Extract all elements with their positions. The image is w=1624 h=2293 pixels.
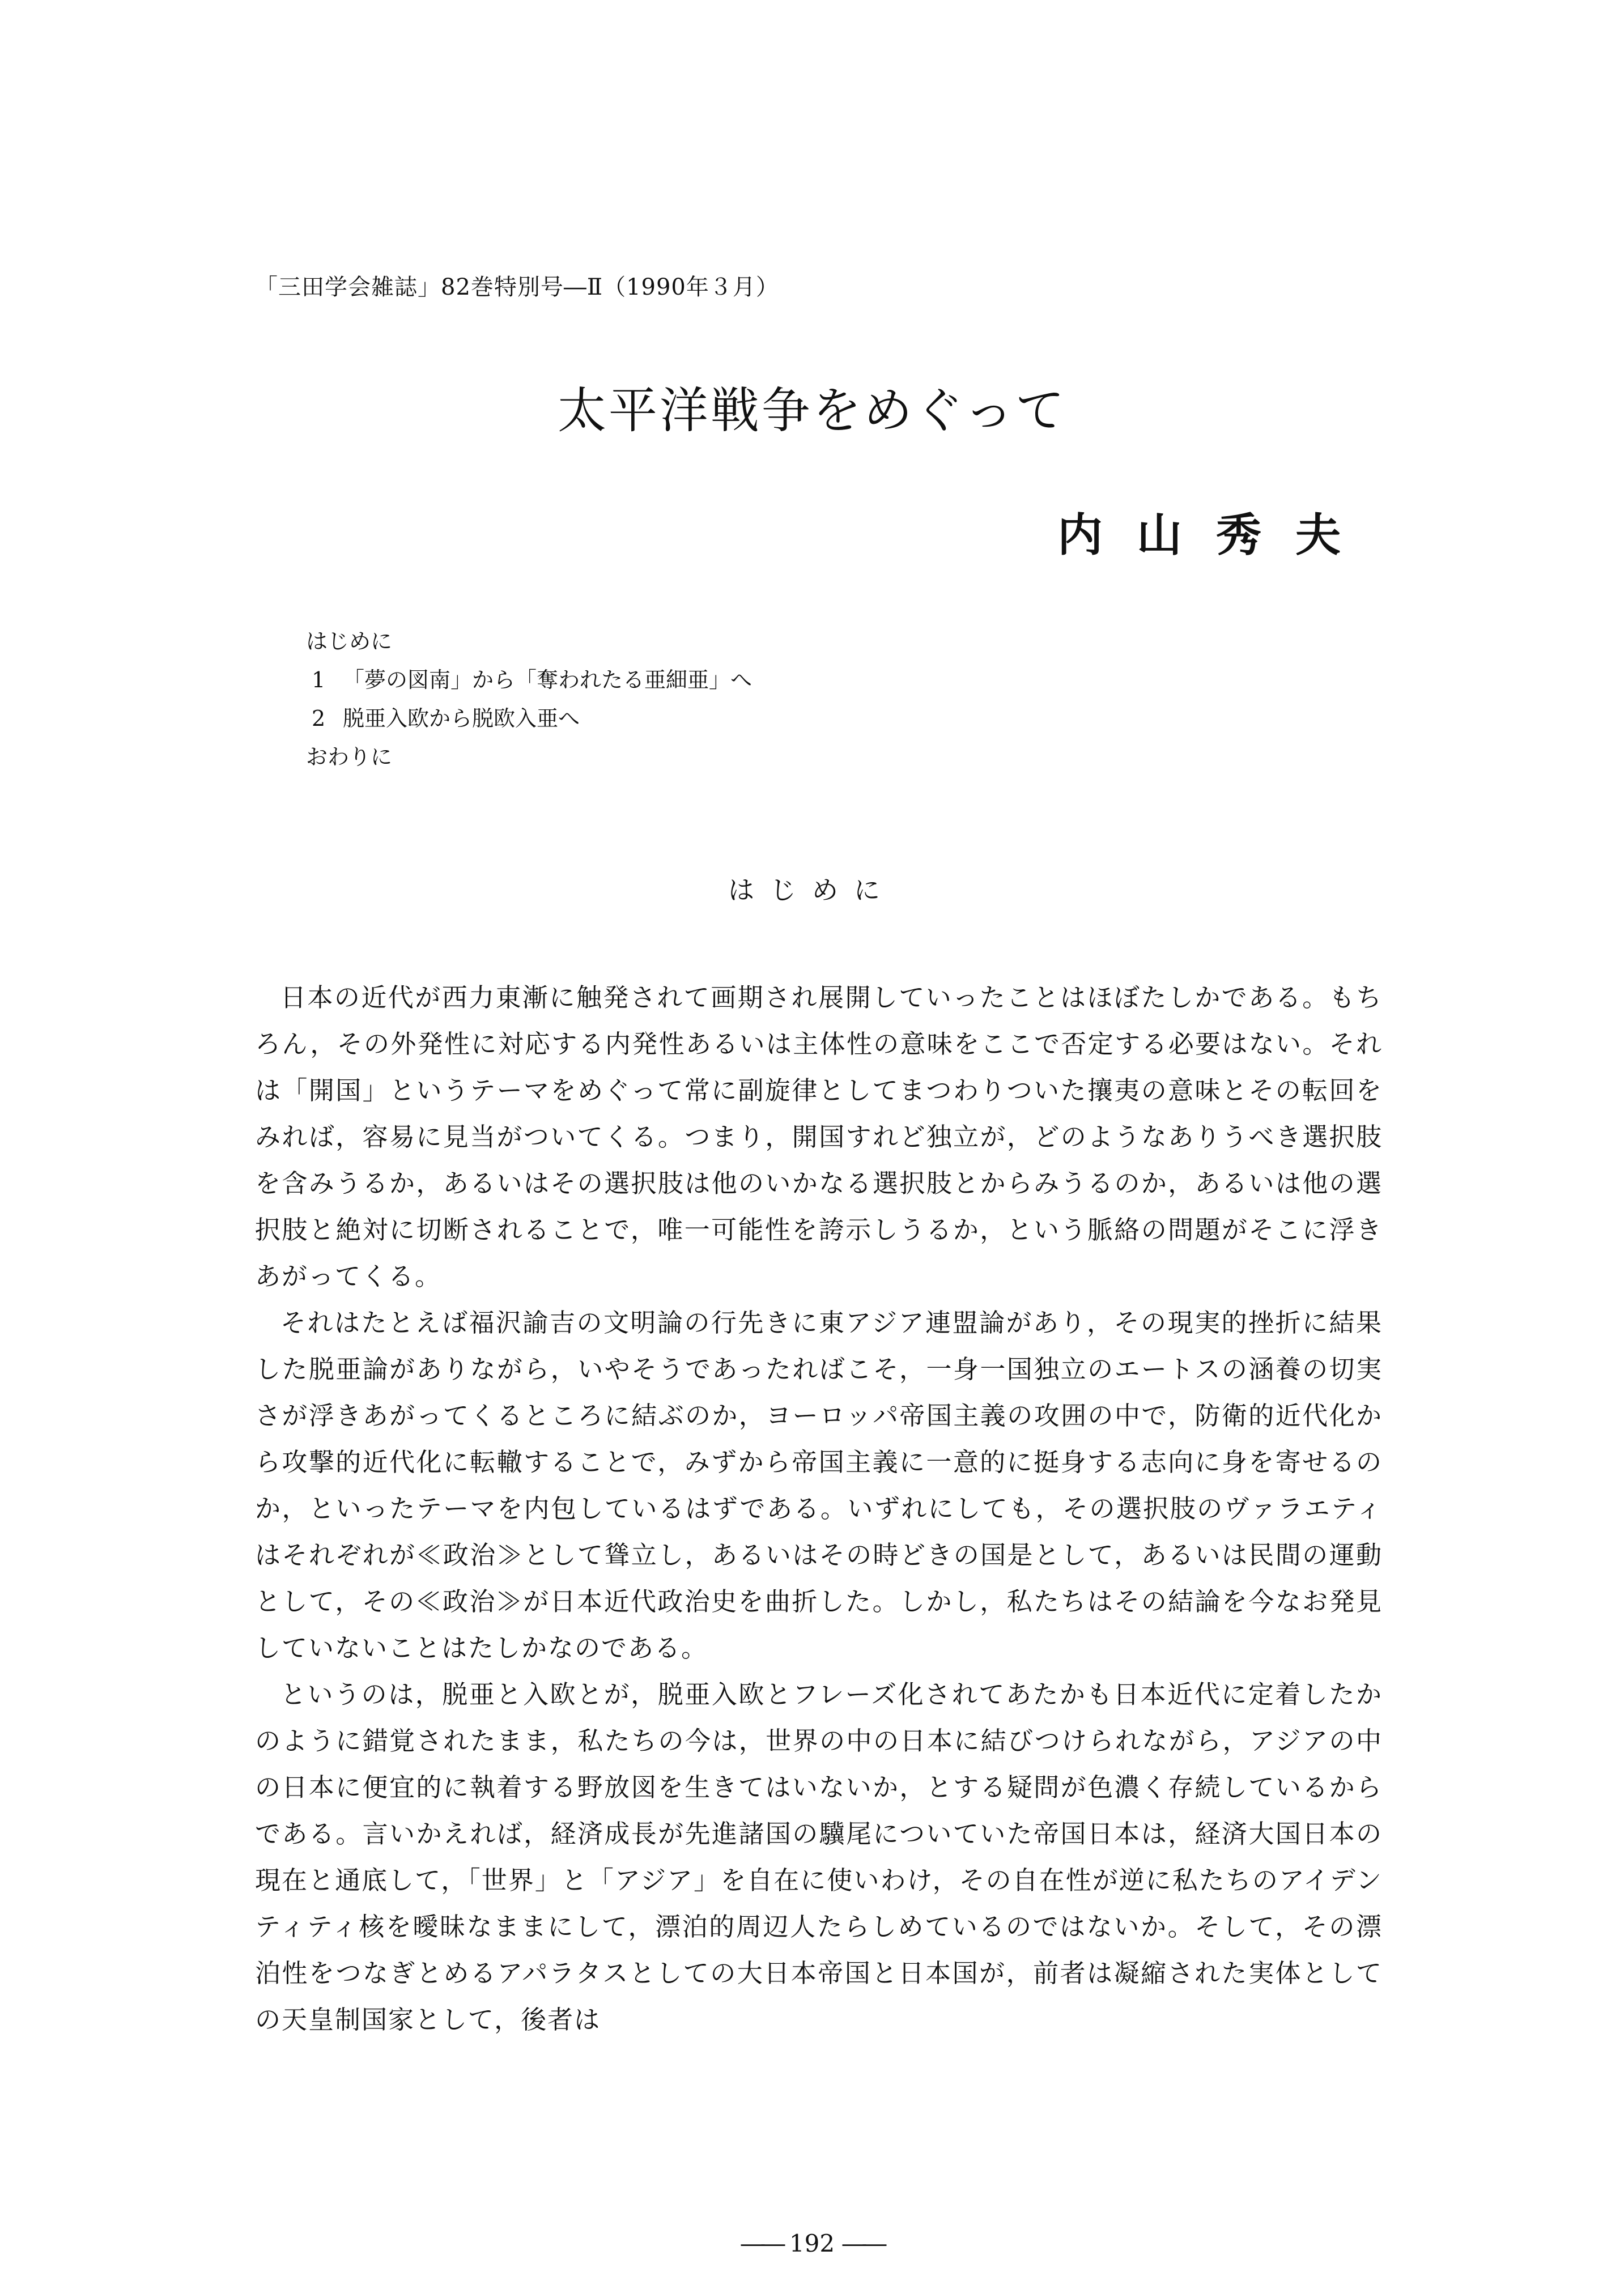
toc-item-number: 1 bbox=[312, 667, 326, 692]
toc-item-label: 脱亜入欧から脱欧入亜へ bbox=[343, 706, 580, 731]
paragraph: 日本の近代が西力東漸に触発されて画期され展開していったことはほぼたしかである。もちろん，その外発性に対応する内発性あるいは主体性の意味をここで否定する必要はない。それは「開国」というテーマをめぐって常に副旋律としてまつわりついた攘夷の意味とその転回をみれば，容易に見当がついてくる。つまり，開国すれど独立が，どのようなありうべき選択肢を含みうるか，あるいはその選択肢は他のいかなる選択肢とからみうるのか，あるいは他の選択肢と絶対に切断されることで，唯一可能性を誇示しうるか，という脈絡の問題がそこに浮きあがってくる。 bbox=[255, 982, 1383, 1291]
toc-item bbox=[306, 622, 752, 661]
page-number-dash-left: ―― bbox=[741, 2230, 782, 2257]
body-text bbox=[255, 975, 1383, 2043]
page-number bbox=[0, 2230, 1624, 2257]
toc-item-label: はじめに bbox=[306, 629, 393, 654]
toc-item bbox=[306, 661, 752, 699]
journal-header: 「三田学会雑誌」82巻特別号―Ⅱ（1990年３月） bbox=[255, 274, 779, 300]
toc-item bbox=[306, 699, 752, 738]
paragraph: というのは，脱亜と入欧とが，脱亜入欧とフレーズ化されてあたかも日本近代に定着したかのように錯覚されたまま，私たちの今は，世界の中の日本に結びつけられながら，アジアの中の日本に便宜的に執着する野放図を生きてはいないか，とする疑問が色濃く存続しているからである。言いかえれば，経済成長が先進諸国の驥尾についていた帝国日本は，経済大国日本の現在と通底して，「世界」と「アジア」を自在に使いわけ，その自在性が逆に私たちのアイデンティティ核を曖昧なままにして，漂泊的周辺人たらしめているのではないか。そして，その漂泊性をつなぎとめるアパラタスとしての大日本帝国と日本国が，前者は凝縮された実体としての天皇制国家として，後者は bbox=[255, 1679, 1383, 2035]
page-number-value: 192 bbox=[789, 2230, 835, 2257]
paragraph: それはたとえば福沢諭吉の文明論の行先きに東アジア連盟論があり，その現実的挫折に結果した脱亜論がありながら，いやそうであったればこそ，一身一国独立のエートスの涵養の切実さが浮きあがってくるところに結ぶのか，ヨーロッパ帝国主義の攻囲の中で，防衛的近代化から攻撃的近代化に転轍することで，みずから帝国主義に一意的に挺身する志向に身を寄せるのか，といったテーマを内包しているはずである。いずれにしても，その選択肢のヴァラエティはそれぞれが≪政治≫として聳立し，あるいはその時どきの国是として，あるいは民間の運動として，その≪政治≫が日本近代政治史を曲折した。しかし，私たちはその結論を今なお発見していないことはたしかなのである。 bbox=[255, 1308, 1383, 1663]
toc-item-label: 「夢の図南」から「奪われたる亜細亜」へ bbox=[343, 667, 753, 692]
author-name: 内山秀夫 bbox=[1057, 508, 1375, 561]
table-of-contents bbox=[306, 622, 752, 776]
toc-item-label: おわりに bbox=[306, 745, 393, 769]
section-heading: はじめに bbox=[728, 875, 896, 905]
toc-item-number: 2 bbox=[312, 706, 326, 731]
page-number-dash-right: ―― bbox=[842, 2230, 883, 2257]
article-title: 太平洋戦争をめぐって bbox=[557, 382, 1067, 439]
toc-item bbox=[306, 738, 752, 776]
